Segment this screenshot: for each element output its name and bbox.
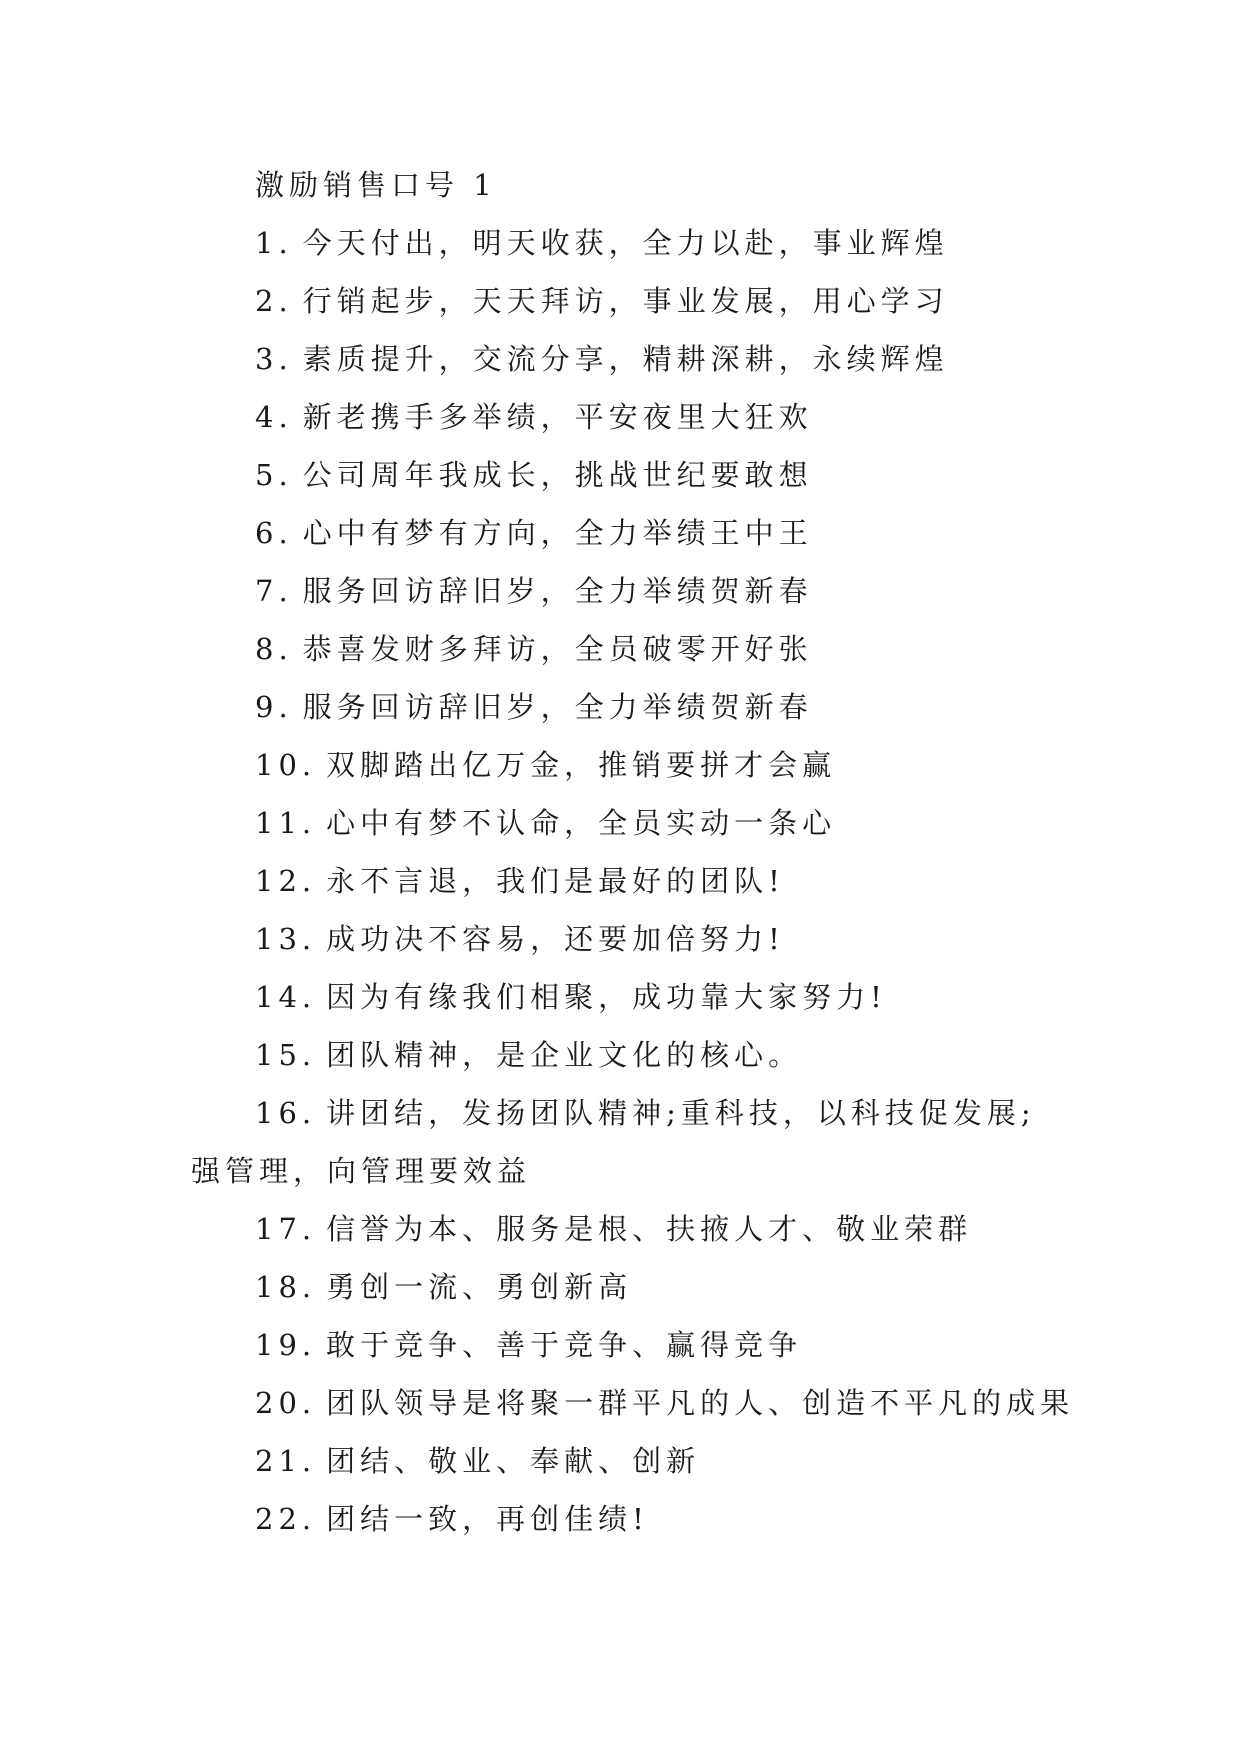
list-item <box>191 1432 1051 1490</box>
list-item <box>191 1084 1051 1200</box>
item-number: 5. <box>255 458 293 492</box>
item-number: 7. <box>255 574 293 608</box>
item-text: 素质提升，交流分享，精耕深耕，永续辉煌 <box>302 342 949 376</box>
list-item <box>191 1374 1075 1432</box>
item-text: 行销起步，天天拜访，事业发展，用心学习 <box>302 284 949 318</box>
item-number: 6. <box>255 516 293 550</box>
item-number: 21. <box>255 1444 317 1478</box>
item-number: 22. <box>255 1502 317 1536</box>
item-text: 勇创一流、勇创新高 <box>326 1270 633 1304</box>
item-number: 15. <box>255 1038 317 1072</box>
item-text: 心中有梦不认命，全员实动一条心 <box>326 806 837 840</box>
item-number: 12. <box>255 864 317 898</box>
item-number: 4. <box>255 400 293 434</box>
item-text: 团队精神，是企业文化的核心。 <box>326 1038 803 1072</box>
list-item <box>191 1026 1051 1084</box>
item-number: 18. <box>255 1270 317 1304</box>
item-text: 团结一致，再创佳绩! <box>326 1502 649 1536</box>
list-item <box>191 1490 1051 1548</box>
item-number: 8. <box>255 632 293 666</box>
item-number: 19. <box>255 1328 317 1362</box>
list-item <box>191 330 1051 388</box>
item-number: 20. <box>255 1386 317 1420</box>
item-number: 11. <box>255 806 317 840</box>
slogan-list <box>191 214 1075 1548</box>
list-item <box>191 1200 1051 1258</box>
item-text: 新老携手多举绩，平安夜里大狂欢 <box>302 400 813 434</box>
list-item <box>191 968 1051 1026</box>
list-item <box>191 678 1051 736</box>
item-number: 3. <box>255 342 293 376</box>
section-heading: 激励销售口号 1 <box>255 168 497 202</box>
list-item <box>191 388 1051 446</box>
item-number: 10. <box>255 748 317 782</box>
item-text: 信誉为本、服务是根、扶掖人才、敬业荣群 <box>326 1212 973 1246</box>
list-item <box>191 214 1051 272</box>
item-text: 恭喜发财多拜访，全员破零开好张 <box>302 632 813 666</box>
list-item <box>191 1316 1051 1374</box>
item-text: 成功决不容易，还要加倍努力! <box>326 922 785 956</box>
item-text: 今天付出，明天收获，全力以赴，事业辉煌 <box>302 226 949 260</box>
item-text: 因为有缘我们相聚，成功靠大家努力! <box>326 980 887 1014</box>
list-item <box>191 504 1051 562</box>
item-number: 2. <box>255 284 293 318</box>
item-text: 讲团结，发扬团队精神;重科技，以科技促发展;强管理，向管理要效益 <box>191 1096 1036 1188</box>
list-item <box>191 910 1051 968</box>
item-number: 14. <box>255 980 317 1014</box>
item-text: 服务回访辞旧岁，全力举绩贺新春 <box>302 574 813 608</box>
document-body <box>191 156 1075 1548</box>
list-item <box>191 562 1051 620</box>
list-item <box>191 736 1051 794</box>
list-item <box>191 794 1051 852</box>
item-number: 9. <box>255 690 293 724</box>
item-text: 心中有梦有方向，全力举绩王中王 <box>302 516 813 550</box>
item-text: 公司周年我成长，挑战世纪要敢想 <box>302 458 813 492</box>
list-item <box>191 620 1051 678</box>
list-item <box>191 1258 1051 1316</box>
item-text: 服务回访辞旧岁，全力举绩贺新春 <box>302 690 813 724</box>
item-number: 17. <box>255 1212 317 1246</box>
item-number: 1. <box>255 226 293 260</box>
item-number: 13. <box>255 922 317 956</box>
item-text: 双脚踏出亿万金，推销要拼才会赢 <box>326 748 837 782</box>
list-item <box>191 446 1051 504</box>
item-text: 敢于竞争、善于竞争、赢得竞争 <box>326 1328 803 1362</box>
item-text: 团队领导是将聚一群平凡的人、创造不平凡的成果 <box>326 1386 1075 1420</box>
item-number: 16. <box>255 1096 317 1130</box>
list-item <box>191 272 1051 330</box>
item-text: 永不言退，我们是最好的团队! <box>326 864 785 898</box>
item-text: 团结、敬业、奉献、创新 <box>326 1444 701 1478</box>
list-item <box>191 852 1051 910</box>
